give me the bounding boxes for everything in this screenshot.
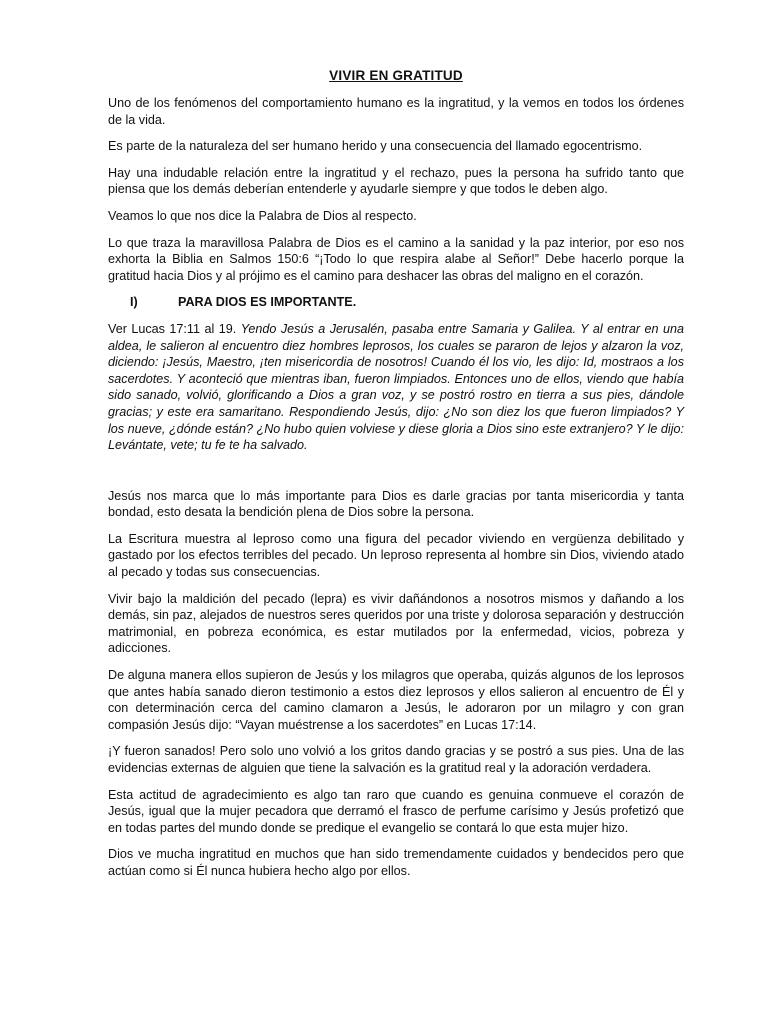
- paragraph-1: Uno de los fenómenos del comportamiento humano es la ingratitud, y la vemos en todos los órdenes de la vida.: [108, 96, 684, 127]
- paragraph-3: Hay una indudable relación entre la ingratitud y el rechazo, pues la persona ha sufrido tanto que piensa que los demás deberían entenderle y ayudarle siempre y que todos le deben algo.: [108, 165, 684, 197]
- paragraph-8: La Escritura muestra al leproso como una figura del pecador viviendo en vergüenza debilitado y gastado por los efectos terribles del pecado. Un leproso representa al hombre sin Dios, viviendo atado al pecado y todas sus consecuencias.: [108, 531, 684, 580]
- document-title: VIVIR EN GRATITUD: [329, 68, 463, 83]
- paragraph-2: Es parte de la naturaleza del ser humano herido y una consecuencia del llamado egocentrismo.: [108, 139, 643, 154]
- paragraph-9: Vivir bajo la maldición del pecado (lepra) es vivir dañándonos a nosotros mismos y dañando a los demás, sin paz, alejados de nuestros seres queridos por una triste y dolorosa separación y destrucción matrimonial, en pobreza económica, es estar mutilados por la enfermedad, vicios, pobreza y adicciones.: [108, 591, 684, 656]
- paragraph-4: Veamos lo que nos dice la Palabra de Dios al respecto.: [108, 208, 417, 223]
- paragraph-10: De alguna manera ellos supieron de Jesús y los milagros que operaba, quizás algunos de los leprosos que antes había sanado dieron testimonio a estos diez leprosos y ellos salieron al encuentro de Él y con determinación cerca del camino clamaron a Jesús, le adoraron por un milagro y con gran compasión Jesús dijo: “Vayan muéstrense a los sacerdotes” en Lucas 17:14.: [108, 668, 684, 732]
- section-heading: [108, 294, 684, 311]
- scripture-reference: Ver Lucas 17:11 al 19.: [108, 321, 241, 336]
- paragraph-7: Jesús nos marca que lo más importante para Dios es darle gracias por tanta misericordia y tanta bondad, esto desata la bendición plena de Dios sobre la persona.: [108, 488, 684, 520]
- scripture-paragraph: [108, 321, 684, 454]
- paragraph-12: Esta actitud de agradecimiento es algo tan raro que cuando es genuina conmueve el corazón de Jesús, igual que la mujer pecadora que derramó el frasco de perfume carísimo y Jesús profetizó que en todas partes del mundo donde se predique el evangelio se contará lo que esta mujer hizo.: [108, 787, 684, 835]
- section-number: I): [130, 295, 138, 310]
- paragraph-13: Dios ve mucha ingratitud en muchos que han sido tremendamente cuidados y bendecidos pero que actúan como si Él nunca hubiera hecho algo por ellos.: [108, 847, 684, 878]
- paragraph-5: Lo que traza la maravillosa Palabra de Dios es el camino a la sanidad y la paz interior, por eso nos exhorta la Biblia en Salmos 150:6 “¡Todo lo que respira alabe al Señor!” Debe hacerlo porque la gratitud hacia Dios y al prójimo es el camino para deshacer las obras del maligno en el corazón.: [108, 235, 684, 283]
- section-title: PARA DIOS ES IMPORTANTE.: [178, 295, 357, 310]
- blank-line: [108, 464, 684, 488]
- paragraph-11: ¡Y fueron sanados! Pero solo uno volvió a los gritos dando gracias y se postró a sus pies. Una de las evidencias externas de alguien que tiene la salvación es la gratitud real y la adoración verdadera.: [108, 744, 684, 775]
- scripture-quote: Yendo Jesús a Jerusalén, pasaba entre Samaria y Galilea. Y al entrar en una aldea, le salieron al encuentro diez hombres leprosos, los cuales se pararon de lejos y alzaron la voz, diciendo: ¡Jesús, Maestro, ¡ten misericordia de nosotros! Cuando él los vio, les dijo: Id, mostraos a los sacerdotes. Y aconteció que mientras iban, fueron limpiados. Entonces uno de ellos, viendo que había sido sanado, volvió, glorificando a Dios a gran voz, y se postró rostro en tierra a sus pies, dándole gracias; y este era samaritano. Respondiendo Jesús, dijo: ¿No son diez los que fueron limpiados? Y los nueve, ¿dónde están? ¿No hubo quien volviese y diese gloria a Dios sino este extranjero? Y le dijo: Levántate, vete; tu fe te ha salvado.: [108, 321, 684, 453]
